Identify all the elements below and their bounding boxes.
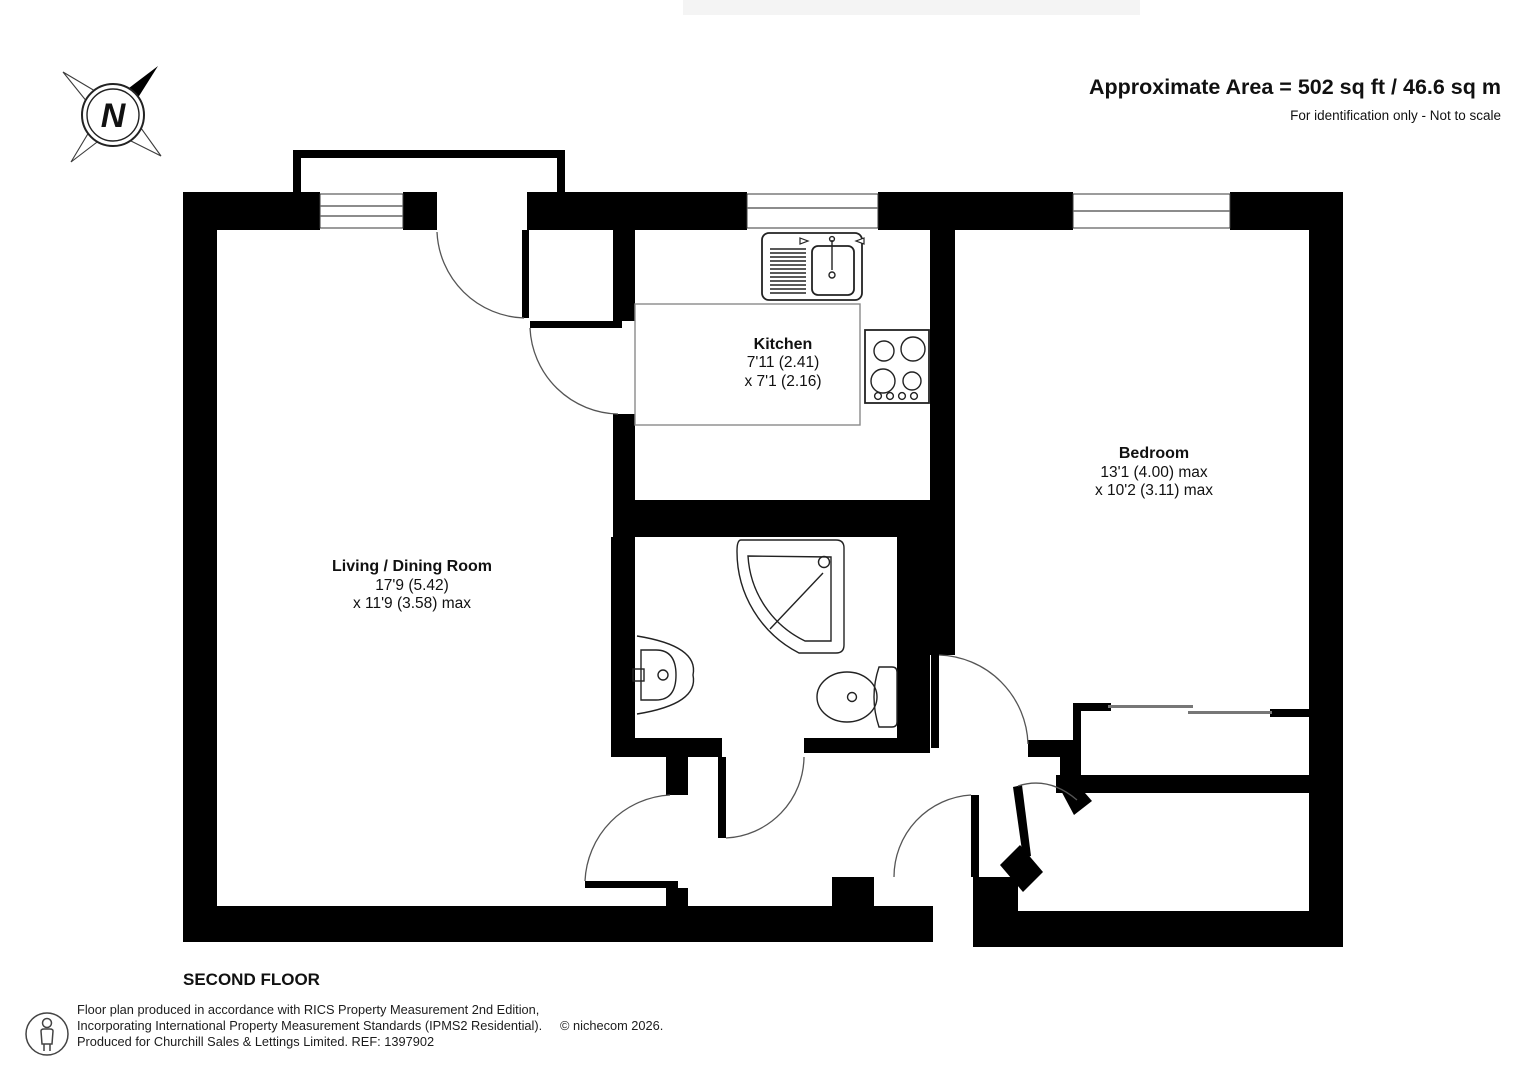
balcony-door xyxy=(437,230,529,318)
basin xyxy=(633,636,694,714)
bay-protrusion xyxy=(293,150,565,192)
footer-copyright: © nichecom 2026. xyxy=(560,1018,664,1033)
compass-north-label: N xyxy=(100,97,126,135)
living-room-name: Living / Dining Room xyxy=(332,558,492,575)
kitchen-sink xyxy=(762,233,864,300)
kitchen-label xyxy=(744,336,821,390)
kitchen-name: Kitchen xyxy=(753,336,813,353)
footer-line1: Floor plan produced in accordance with RICS Property Measurement 2nd Edition, xyxy=(77,1002,540,1017)
footer-line3: Produced for Churchill Sales & Lettings Limited. REF: 1397902 xyxy=(77,1034,435,1049)
bedroom-name: Bedroom xyxy=(1118,445,1190,462)
disclaimer-text: For identification only - Not to scale xyxy=(1290,108,1501,123)
person-icon xyxy=(26,1013,68,1055)
toilet xyxy=(817,667,897,727)
living-room-dim2: x 11'9 (3.58) max xyxy=(352,595,472,612)
bedroom-dim2: x 10'2 (3.11) max xyxy=(1094,482,1214,499)
shower xyxy=(737,540,844,653)
kitchen-door xyxy=(530,321,622,414)
compass-rose xyxy=(63,66,161,162)
kitchen-dim2: x 7'1 (2.16) xyxy=(744,373,822,390)
bathroom-door xyxy=(718,757,804,838)
wardrobe-sliding-doors xyxy=(1108,705,1272,714)
living-room-label xyxy=(332,558,492,612)
approximate-area-text: Approximate Area = 502 sq ft / 46.6 sq m xyxy=(1088,75,1501,99)
header xyxy=(1089,75,1501,123)
bedroom-door xyxy=(931,655,1028,748)
living-room-window xyxy=(320,194,403,228)
hallway-door xyxy=(894,795,979,877)
living-room-door xyxy=(585,795,678,888)
kitchen-dim1: 7'11 (2.41) xyxy=(746,354,820,371)
footer-line2: Incorporating International Property Measurement Standards (IPMS2 Residential). xyxy=(77,1018,543,1033)
living-room-dim1: 17'9 (5.42) xyxy=(375,577,449,594)
kitchen-window xyxy=(747,194,878,228)
top-scan-band xyxy=(683,0,1140,15)
floor-label: SECOND FLOOR xyxy=(183,970,320,989)
bedroom-dim1: 13'1 (4.00) max xyxy=(1100,464,1208,481)
footer xyxy=(26,1002,663,1055)
kitchen-hob xyxy=(865,330,929,403)
bedroom-window xyxy=(1073,194,1230,228)
bedroom-label xyxy=(1095,445,1213,499)
